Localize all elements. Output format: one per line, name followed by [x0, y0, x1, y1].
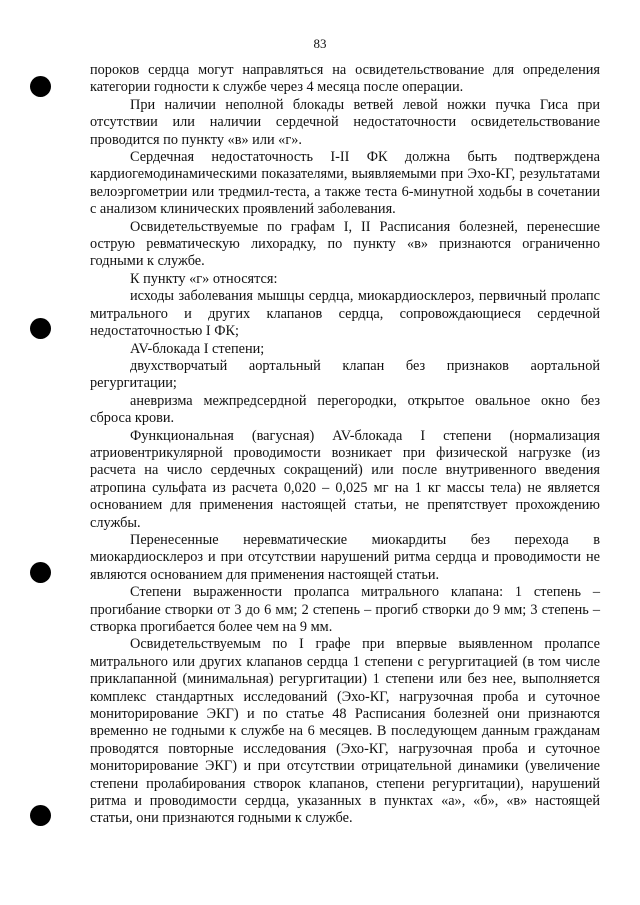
paragraph: аневризма межпредсердной перегородки, открытое овальное окно без сброса крови. [90, 392, 600, 427]
paragraph: двухстворчатый аортальный клапан без признаков аортальной регургитации; [90, 357, 600, 392]
paragraph: пороков сердца могут направляться на освидетельствование для определения категории годности к службе через 4 месяца после операции. [90, 62, 600, 96]
paragraph: Освидетельствуемые по графам I, II Расписания болезней, перенесшие острую ревматическую лихорадку, по пункту «в» признаются ограниченно годными к службе. [90, 218, 600, 270]
paragraph: Функциональная (вагусная) AV-блокада I степени (нормализация атриовентрикулярной проводимости возникает при физической нагрузке (из расчета на число сердечных сокращений) или после внутривенного введения атропина сульфата из расчета 0,020 – 0,025 мг на 1 кг массы тела) не является основанием для применения настоящей статьи, не препятствует прохождению службы. [90, 427, 600, 531]
paragraph: К пункту «г» относятся: [130, 270, 278, 287]
binder-hole [30, 318, 51, 339]
paragraph: Степени выраженности пролапса митрального клапана: 1 степень – прогибание створки от 3 до 6 мм; 2 степень – прогиб створки до 9 мм; 3 степень – створка прогибается более чем на 9 мм. [90, 584, 600, 635]
paragraph: исходы заболевания мышцы сердца, миокардиосклероз, первичный пролапс митрального и других клапанов сердца, сопровождающиеся сердечной недостаточностью I ФК; [90, 288, 600, 340]
binder-hole [30, 76, 51, 97]
paragraph: Перенесенные неревматические миокардиты без перехода в миокардиосклероз и при отсутствии нарушений ритма сердца и проводимости не являются основанием для применения настоящей статьи. [90, 531, 600, 583]
binder-hole [30, 805, 51, 826]
document-body [90, 62, 600, 828]
paragraph: Сердечная недостаточность I-II ФК должна быть подтверждена кардиогемодинамическими показателями, выявляемыми при Эхо-КГ, результатами велоэргометрии или тредмил-теста, а также теста 6-минутной ходьбы в сочетании с анализом клинических проявлений заболевания. [90, 149, 600, 218]
paragraph: AV-блокада I степени; [130, 340, 265, 357]
binder-hole [30, 562, 51, 583]
page-number: 83 [313, 36, 327, 51]
paragraph: Освидетельствуемым по I графе при впервые выявленном пролапсе митрального или других клапанов сердца 1 степени с регургитацией (в том числе приклапанной (минимальная) регургитации) 1 степени или без нее, выполняется комплекс стандартных исследований (Эхо-КГ, нагрузочная проба и суточное мониторирование ЭКГ) и по статье 48 Расписания болезней они признаются временно не годными к службе на 6 месяцев. В последующем данным гражданам проводятся повторные исследования (Эхо-КГ, нагрузочная проба и суточное мониторирование ЭКГ) и при отсутствии отрицательной динамики (увеличение степени пролабирования створок клапанов, степени регургитации), нарушений ритма и проводимости сердца, указанных в пунктах «а», «б», «в» настоящей статьи, они признаются годными к службе. [90, 636, 600, 827]
paragraph: При наличии неполной блокады ветвей левой ножки пучка Гиса при отсутствии или наличии сердечной недостаточности освидетельствование проводится по пункту «в» или «г». [90, 96, 600, 148]
